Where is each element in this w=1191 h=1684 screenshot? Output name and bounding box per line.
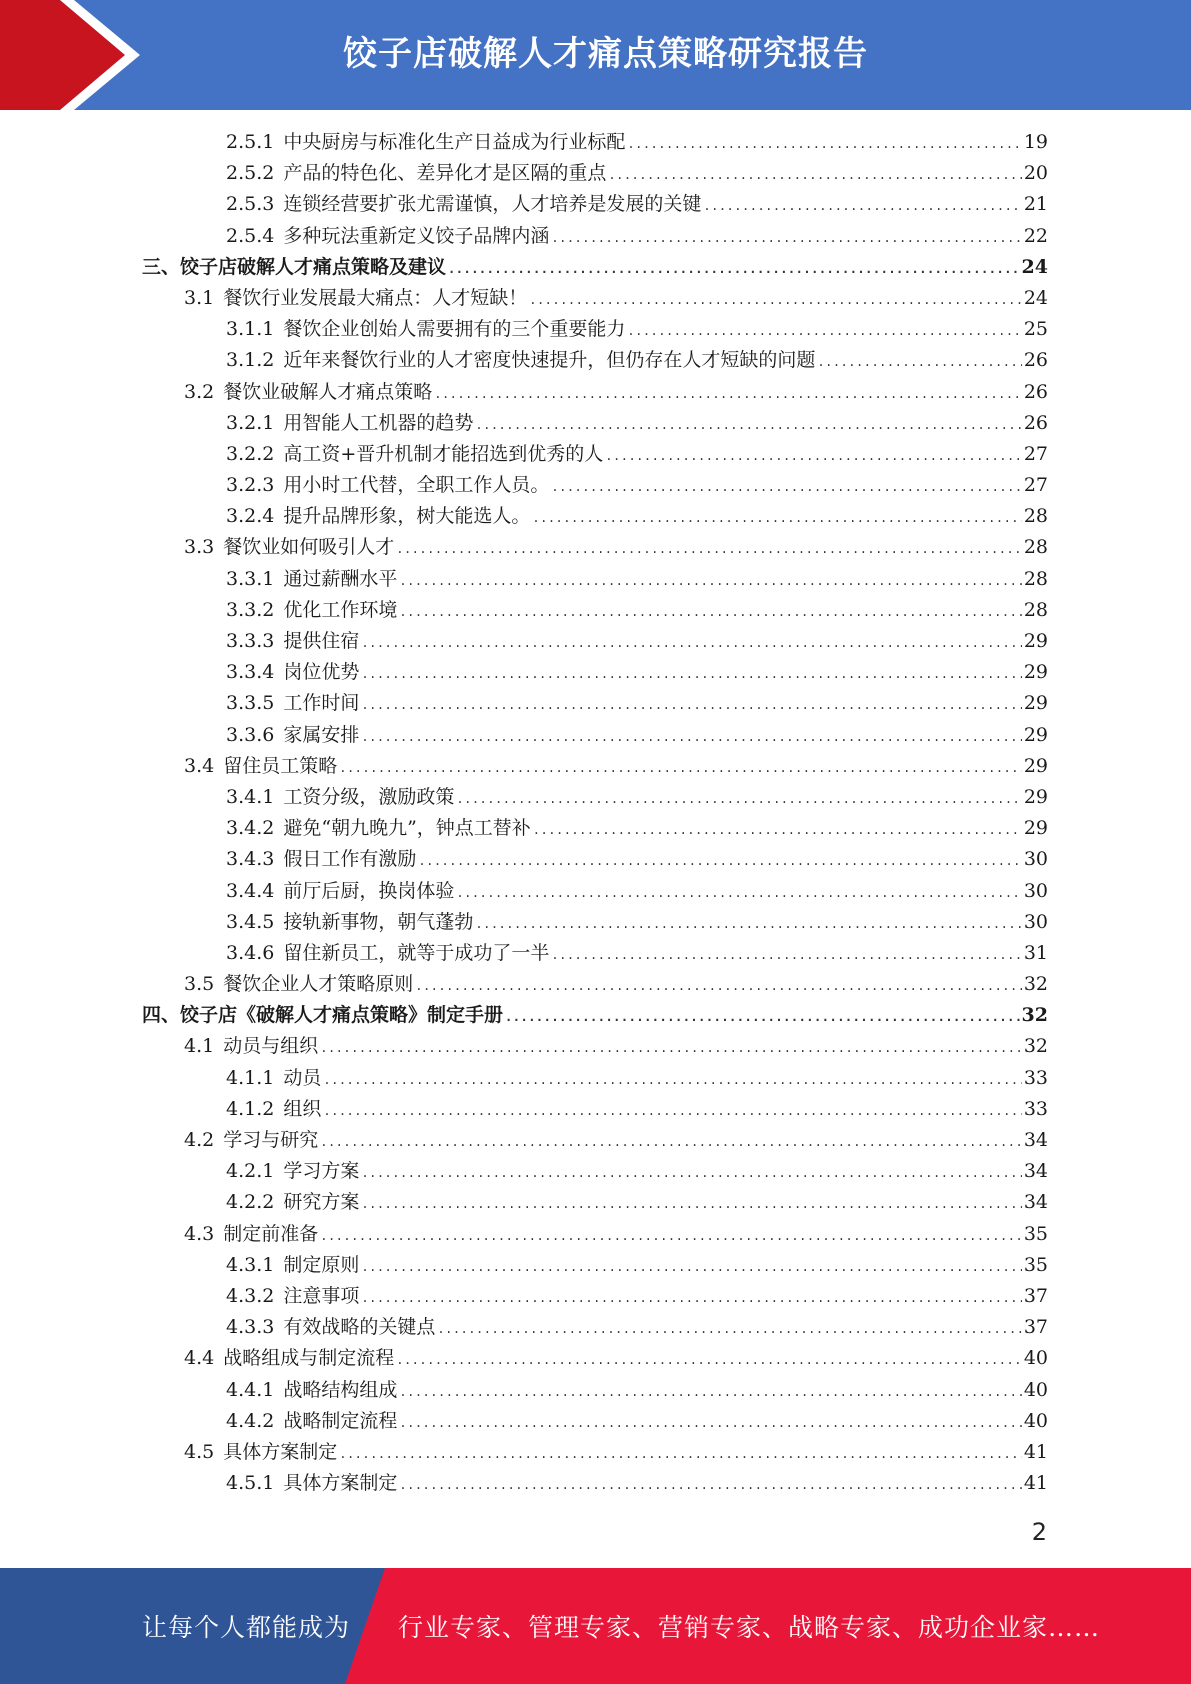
toc-entry[interactable] [142, 283, 1048, 314]
toc-dot-leader [361, 690, 1021, 721]
toc-entry-number: 4.4.2 [226, 1409, 275, 1432]
toc-entry-number: 3.3.2 [226, 598, 275, 621]
toc-entry[interactable] [142, 439, 1048, 470]
toc-dot-leader [456, 878, 1021, 909]
toc-entry-page: 27 [1023, 442, 1048, 465]
toc-dot-leader [399, 1377, 1021, 1408]
toc-dot-leader [339, 1439, 1022, 1470]
toc-entry[interactable] [142, 1187, 1048, 1218]
toc-dot-leader [551, 223, 1021, 254]
toc-entry-title: 学习与研究 [223, 1129, 319, 1151]
toc-entry[interactable] [142, 501, 1048, 532]
toc-entry-page: 29 [1023, 630, 1048, 652]
toc-entry[interactable] [142, 751, 1048, 782]
footer-banner [0, 1568, 1191, 1684]
toc-entry-number: 2.5.3 [226, 193, 275, 216]
toc-entry[interactable] [142, 1000, 1048, 1031]
toc-entry-number: 4.5 [184, 1440, 215, 1463]
toc-entry[interactable] [142, 657, 1048, 688]
toc-entry-title: 工作时间 [283, 692, 360, 715]
toc-entry-page: 41 [1023, 1440, 1048, 1463]
toc-entry-page: 30 [1023, 879, 1048, 902]
toc-entry-page: 37 [1023, 1316, 1048, 1339]
toc-entry-number: 4.4.1 [226, 1378, 275, 1401]
toc-dot-leader [475, 909, 1021, 940]
toc-entry-page: 19 [1023, 131, 1048, 153]
toc-entry[interactable] [142, 1437, 1048, 1468]
footer-slogan-left: 让每个人都能成为 [142, 1613, 351, 1642]
toc-dot-leader [605, 441, 1022, 472]
toc-entry-number: 3.1.2 [226, 349, 275, 372]
toc-entry-title: 餐饮行业发展最大痛点：人才短缺！ [223, 286, 528, 309]
toc-entry-number: 3.2.4 [226, 505, 275, 528]
toc-entry[interactable] [142, 876, 1048, 907]
toc-dot-leader [399, 1470, 1021, 1501]
toc-entry-title: 连锁经营要扩张尤需谨慎，人才培养是发展的关键 [283, 193, 702, 216]
toc-entry[interactable] [142, 1468, 1048, 1499]
toc-entry[interactable] [142, 189, 1048, 220]
report-title: 饺子店破解人才痛点策略研究报告 [343, 33, 868, 74]
toc-dot-leader [399, 1408, 1021, 1439]
toc-entry-number: 4.2 [184, 1129, 215, 1151]
toc-entry[interactable] [142, 1343, 1048, 1374]
toc-entry-number: 3.4.2 [226, 817, 275, 840]
toc-entry[interactable] [142, 345, 1048, 376]
toc-entry-title: 近年来餐饮行业的人才密度快速提升，但仍存在人才短缺的问题 [283, 349, 816, 372]
toc-entry-page: 24 [1023, 286, 1048, 309]
toc-entry-page: 32 [1021, 1004, 1048, 1027]
toc-entry-page: 26 [1023, 411, 1048, 434]
toc-entry-title: 通过薪酬水平 [283, 567, 398, 590]
toc-entry-number: 3.4.4 [226, 879, 275, 902]
toc-entry-title: 餐饮企业人才策略原则 [223, 973, 414, 996]
toc-entry[interactable] [142, 470, 1048, 501]
toc-entry[interactable] [142, 127, 1048, 158]
toc-dot-leader [532, 503, 1021, 534]
toc-entry-page: 28 [1023, 505, 1048, 528]
toc-entry-page: 28 [1023, 567, 1048, 590]
toc-entry-number: 3.1 [184, 286, 215, 309]
toc-entry[interactable] [142, 252, 1048, 283]
toc-entry-title: 制定前准备 [223, 1222, 319, 1245]
toc-dot-leader [339, 753, 1022, 784]
toc-entry-page: 24 [1021, 255, 1048, 278]
toc-entry-page: 33 [1023, 1097, 1048, 1120]
toc-entry[interactable] [142, 1031, 1048, 1062]
toc-entry-page: 26 [1023, 380, 1048, 403]
toc-entry-number: 3.1.1 [226, 318, 275, 341]
toc-dot-leader [396, 534, 1022, 565]
toc-entry-number: 3.4.1 [226, 785, 275, 808]
toc-entry-title: 学习方案 [283, 1160, 360, 1183]
toc-entry-page: 29 [1023, 723, 1048, 746]
toc-entry-title: 用智能人工机器的趋势 [283, 411, 474, 434]
toc-entry-page: 40 [1023, 1409, 1048, 1432]
toc-entry-page: 35 [1023, 1222, 1048, 1245]
toc-entry[interactable] [142, 532, 1048, 563]
toc-entry-title: 提供住宿 [283, 630, 360, 652]
toc-entry-number: 2.5.4 [226, 224, 275, 247]
toc-entry[interactable] [142, 1094, 1048, 1125]
toc-entry-page: 34 [1023, 1160, 1048, 1183]
toc-entry-title: 注意事项 [283, 1284, 360, 1307]
toc-entry-title: 工资分级，激励政策 [283, 785, 455, 808]
toc-entry[interactable] [142, 314, 1048, 345]
toc-entry-title: 提升品牌形象，树大能选人。 [283, 505, 531, 528]
toc-entry-page: 27 [1023, 474, 1048, 497]
toc-entry-title: 战略结构组成 [283, 1378, 398, 1401]
toc-entry-number: 3.2.2 [226, 442, 275, 465]
toc-entry-number: 3.4.3 [226, 848, 275, 871]
page-number: 2 [1031, 1518, 1047, 1546]
toc-entry-number: 4.4 [184, 1347, 215, 1370]
toc-entry-number: 4.5.1 [226, 1472, 275, 1495]
toc-entry-title: 有效战略的关键点 [283, 1316, 436, 1339]
toc-entry-page: 34 [1023, 1129, 1048, 1151]
toc-entry-number: 四、 [142, 1004, 181, 1027]
toc-entry-number: 3.3.6 [226, 723, 275, 746]
toc-entry[interactable] [142, 844, 1048, 875]
toc-entry-page: 40 [1023, 1378, 1048, 1401]
toc-entry-number: 三、 [142, 255, 181, 278]
toc-entry-title: 高工资+晋升机制才能招选到优秀的人 [283, 442, 604, 465]
toc-dot-leader [396, 1345, 1022, 1376]
toc-dot-leader [627, 316, 1021, 347]
toc-dot-leader [703, 191, 1021, 222]
toc-entry[interactable] [142, 1375, 1048, 1406]
toc-entry[interactable] [142, 626, 1048, 657]
toc-entry-page: 41 [1023, 1472, 1048, 1495]
toc-entry-page: 32 [1023, 1035, 1048, 1058]
toc-entry-title: 前厅后厨，换岗体验 [283, 879, 455, 902]
footer-slogan-right: 行业专家、管理专家、营销专家、战略专家、成功企业家…… [398, 1613, 1101, 1642]
toc-entry-page: 28 [1023, 536, 1048, 559]
toc-entry-number: 3.2.3 [226, 474, 275, 497]
toc-entry-title: 家属安排 [283, 723, 360, 746]
toc-dot-leader [361, 1158, 1021, 1189]
toc-entry[interactable] [142, 221, 1048, 252]
toc-entry-page: 34 [1023, 1191, 1048, 1214]
toc-entry-page: 30 [1023, 848, 1048, 871]
toc-entry-page: 29 [1023, 754, 1048, 777]
toc-entry-number: 4.2.2 [226, 1191, 275, 1214]
toc-dot-leader [418, 846, 1021, 877]
toc-dot-leader [361, 1252, 1021, 1283]
toc-dot-leader [608, 160, 1021, 191]
toc-dot-leader [551, 940, 1021, 971]
toc-entry[interactable] [142, 158, 1048, 189]
toc-entry-number: 3.5 [184, 973, 215, 996]
toc-entry-number: 4.3.3 [226, 1316, 275, 1339]
toc-entry-number: 3.2.1 [226, 411, 275, 434]
toc-dot-leader [361, 1189, 1021, 1220]
toc-entry-title: 避免“朝九晚九”，钟点工替补 [283, 817, 531, 840]
toc-entry[interactable] [142, 1156, 1048, 1187]
toc-entry-page: 29 [1023, 661, 1048, 684]
toc-dot-leader [320, 1033, 1022, 1064]
toc-entry-title: 饺子店破解人才痛点策略及建议 [180, 255, 447, 278]
toc-dot-leader [456, 784, 1021, 815]
toc-entry[interactable] [142, 1125, 1048, 1156]
toc-entry-title: 餐饮企业创始人需要拥有的三个重要能力 [283, 318, 626, 341]
toc-entry-number: 2.5.2 [226, 162, 275, 185]
toc-entry-number: 3.3.1 [226, 567, 275, 590]
toc-entry-page: 29 [1023, 817, 1048, 840]
toc-entry-page: 35 [1023, 1253, 1048, 1276]
toc-dot-leader [529, 285, 1022, 316]
toc-entry-title: 产品的特色化、差异化才是区隔的重点 [283, 162, 607, 185]
toc-dot-leader [551, 472, 1021, 503]
toc-entry-number: 4.1.2 [226, 1097, 275, 1120]
toc-entry-page: 26 [1023, 349, 1048, 372]
toc-dot-leader [399, 597, 1021, 628]
toc-entry[interactable] [142, 1219, 1048, 1250]
toc-entry[interactable] [142, 564, 1048, 595]
toc-entry-page: 28 [1023, 598, 1048, 621]
toc-entry-number: 3.4.5 [226, 910, 275, 933]
toc-entry-page: 22 [1023, 224, 1048, 247]
toc-entry-title: 动员与组织 [223, 1035, 319, 1058]
toc-entry-page: 33 [1023, 1066, 1048, 1089]
toc-entry-title: 接轨新事物，朝气蓬勃 [283, 910, 474, 933]
toc-dot-leader [475, 410, 1021, 441]
toc-dot-leader [505, 1002, 1020, 1033]
toc-entry-page: 30 [1023, 910, 1048, 933]
header-banner [0, 0, 1191, 110]
toc-entry-title: 多种玩法重新定义饺子品牌内涵 [283, 224, 550, 247]
toc-entry-title: 制定原则 [283, 1253, 360, 1276]
toc-entry-number: 2.5.1 [226, 131, 275, 153]
toc-entry[interactable] [142, 377, 1048, 408]
toc-entry-page: 31 [1023, 941, 1048, 964]
toc-entry-page: 29 [1023, 692, 1048, 715]
toc-dot-leader [320, 1127, 1022, 1158]
toc-entry-title: 具体方案制定 [283, 1472, 398, 1495]
toc-entry[interactable] [142, 1250, 1048, 1281]
toc-entry-title: 组织 [283, 1097, 322, 1120]
toc-entry-number: 4.1.1 [226, 1066, 275, 1089]
toc-entry-number: 3.4 [184, 754, 215, 777]
toc-dot-leader [323, 1065, 1021, 1096]
toc-entry[interactable] [142, 969, 1048, 1000]
toc-entry[interactable] [142, 782, 1048, 813]
toc-entry[interactable] [142, 907, 1048, 938]
toc-entry-number: 3.3 [184, 536, 215, 559]
toc-entry-number: 3.2 [184, 380, 215, 403]
toc-dot-leader [361, 659, 1021, 690]
toc-dot-leader [361, 628, 1021, 659]
toc-entry[interactable] [142, 1312, 1048, 1343]
toc-entry-number: 4.3 [184, 1222, 215, 1245]
toc-entry-title: 餐饮业如何吸引人才 [223, 536, 395, 559]
toc-entry-number: 4.2.1 [226, 1160, 275, 1183]
toc-dot-leader [627, 129, 1021, 160]
toc-dot-leader [415, 971, 1022, 1002]
toc-dot-leader [361, 722, 1021, 753]
toc-entry-title: 动员 [283, 1066, 322, 1089]
toc-dot-leader [361, 1283, 1021, 1314]
toc-entry-page: 37 [1023, 1284, 1048, 1307]
toc-entry[interactable] [142, 408, 1048, 439]
toc-dot-leader [323, 1096, 1021, 1127]
toc-entry-number: 4.3.1 [226, 1253, 275, 1276]
toc-entry-page: 21 [1023, 193, 1048, 216]
toc-dot-leader [434, 379, 1022, 410]
toc-entry-title: 假日工作有激励 [283, 848, 417, 871]
toc-entry-title: 岗位优势 [283, 661, 360, 684]
toc-entry-title: 战略制定流程 [283, 1409, 398, 1432]
toc-entry-number: 3.3.3 [226, 630, 275, 652]
toc-entry-title: 研究方案 [283, 1191, 360, 1214]
toc-entry-title: 用小时工代替，全职工作人员。 [283, 474, 550, 497]
toc-entry-number: 3.3.4 [226, 661, 275, 684]
table-of-contents [142, 127, 1048, 1499]
toc-entry[interactable] [142, 595, 1048, 626]
toc-entry[interactable] [142, 1063, 1048, 1094]
toc-dot-leader [320, 1221, 1022, 1252]
toc-dot-leader [817, 347, 1021, 378]
toc-entry-title: 优化工作环境 [283, 598, 398, 621]
toc-entry-title: 饺子店《破解人才痛点策略》制定手册 [180, 1004, 504, 1027]
toc-dot-leader [399, 566, 1021, 597]
toc-entry-title: 餐饮业破解人才痛点策略 [223, 380, 433, 403]
toc-entry-number: 4.1 [184, 1035, 215, 1058]
toc-entry-title: 具体方案制定 [223, 1440, 338, 1463]
toc-entry[interactable] [142, 1406, 1048, 1437]
toc-entry-number: 4.3.2 [226, 1284, 275, 1307]
toc-dot-leader [533, 815, 1022, 846]
toc-entry[interactable] [142, 688, 1048, 719]
toc-entry-number: 3.3.5 [226, 692, 275, 715]
toc-entry-page: 20 [1023, 162, 1048, 185]
toc-dot-leader [448, 254, 1020, 285]
toc-entry[interactable] [142, 720, 1048, 751]
toc-entry-page: 40 [1023, 1347, 1048, 1370]
toc-entry-title: 留住新员工，就等于成功了一半 [283, 941, 550, 964]
toc-entry-page: 32 [1023, 973, 1048, 996]
toc-entry-page: 29 [1023, 785, 1048, 808]
toc-entry-title: 战略组成与制定流程 [223, 1347, 395, 1370]
toc-dot-leader [437, 1314, 1021, 1345]
toc-entry-number: 3.4.6 [226, 941, 275, 964]
toc-entry-title: 留住员工策略 [223, 754, 338, 777]
toc-entry[interactable] [142, 938, 1048, 969]
toc-entry-page: 25 [1023, 318, 1048, 341]
toc-entry[interactable] [142, 1281, 1048, 1312]
toc-entry[interactable] [142, 813, 1048, 844]
toc-entry-title: 中央厨房与标准化生产日益成为行业标配 [283, 131, 626, 153]
